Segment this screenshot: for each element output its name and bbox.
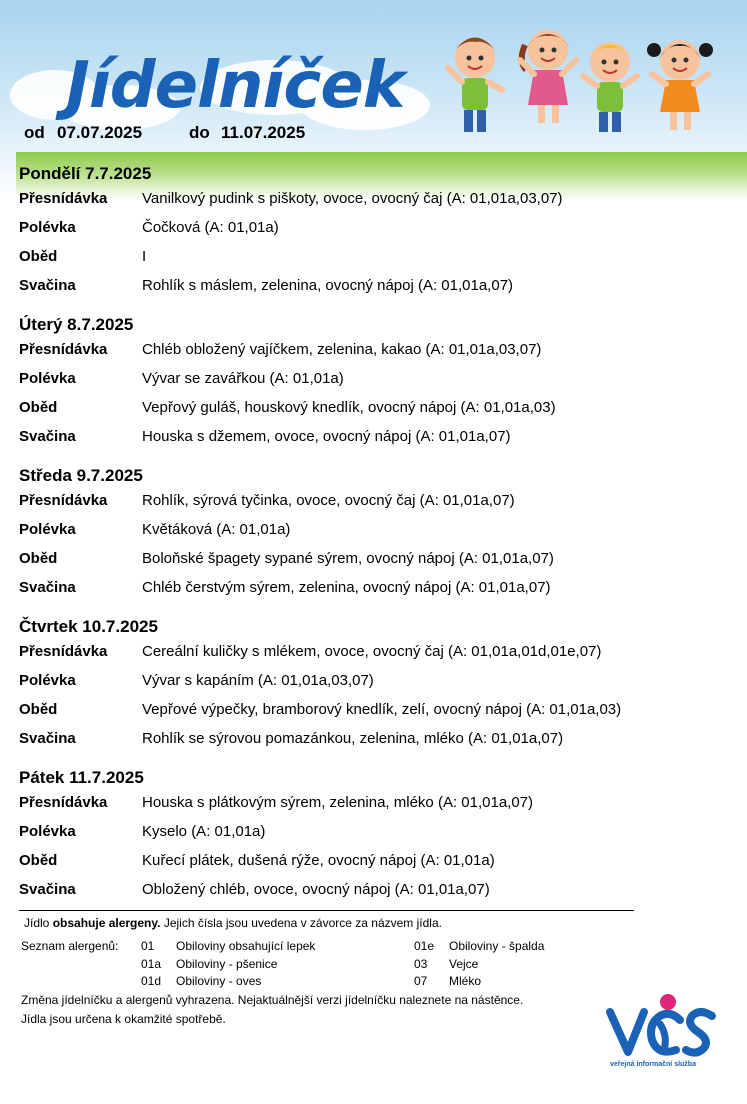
meal-label: Svačina [19, 579, 76, 596]
date-to-label: do [189, 123, 210, 142]
meal-text: Vývar se zavářkou (A: 01,01a) [142, 370, 344, 387]
meal-label: Oběd [19, 550, 58, 567]
logo-caption: veřejná informační služba [610, 1061, 696, 1068]
meal-label: Oběd [19, 248, 58, 265]
footer-note: Změna jídelníčku a alergenů vyhrazena. Nejaktuálnější verzi jídelníčku naleznete na nástěnce. [21, 993, 524, 1007]
allergen-code: 01 [141, 939, 155, 953]
meal-label: Přesnídávka [19, 341, 108, 358]
meal-text: Rohlík se sýrovou pomazánkou, zelenina, mléko (A: 01,01a,07) [142, 730, 564, 747]
meal-text: Vepřové výpečky, bramborový knedlík, zelí, ovocný nápoj (A: 01,01a,03) [142, 701, 622, 718]
allergen-code: 01a [141, 957, 162, 971]
meal-label: Přesnídávka [19, 643, 108, 660]
meal-text: Obložený chléb, ovoce, ovocný nápoj (A: 01,01a,07) [142, 881, 490, 898]
allergen-code: 03 [414, 957, 428, 971]
meal-text: Rohlík s máslem, zelenina, ovocný nápoj (A: 01,01a,07) [142, 277, 514, 294]
allergen-code: 01d [141, 974, 162, 988]
date-from: 07.07.2025 [57, 123, 143, 142]
allergen-note-bold: obsahuje alergeny. [52, 916, 161, 930]
allergen-note-start: Jídlo [24, 916, 53, 930]
day-title: Úterý 8.7.2025 [19, 315, 134, 334]
meal-text: Vanilkový pudink s piškoty, ovoce, ovocný čaj (A: 01,01a,03,07) [142, 190, 563, 207]
meal-label: Svačina [19, 428, 76, 445]
meal-label: Svačina [19, 881, 76, 898]
allergen-note-end: Jejich čísla jsou uvedena v závorce za názvem jídla. [160, 916, 442, 930]
meal-text: I [142, 248, 147, 265]
meal-text: Rohlík, sýrová tyčinka, ovoce, ovocný čaj (A: 01,01a,07) [142, 492, 515, 509]
footer-note: Jídla jsou určena k okamžité spotřebě. [21, 1012, 226, 1026]
day-title: Pondělí 7.7.2025 [19, 164, 152, 183]
page-title: Jídelníček [66, 49, 405, 123]
meal-text: Kuřecí plátek, dušená rýže, ovocný nápoj (A: 01,01a) [142, 852, 495, 869]
vis-logo [600, 990, 730, 1070]
allergen-name: Obiloviny - pšenice [176, 957, 278, 971]
meal-label: Svačina [19, 730, 76, 747]
meal-label: Oběd [19, 399, 58, 416]
meal-label: Polévka [19, 823, 76, 840]
meal-label: Polévka [19, 219, 76, 236]
meal-text: Cereální kuličky s mlékem, ovoce, ovocný čaj (A: 01,01a,01d,01e,07) [142, 643, 602, 660]
allergen-list-label: Seznam alergenů: [21, 939, 119, 953]
day-title: Středa 9.7.2025 [19, 466, 143, 485]
date-to: 11.07.2025 [221, 123, 306, 142]
allergen-name: Obiloviny obsahující lepek [176, 939, 316, 953]
meal-label: Oběd [19, 701, 58, 718]
meal-label: Polévka [19, 370, 76, 387]
meal-text: Kyselo (A: 01,01a) [142, 823, 266, 840]
allergen-name: Obiloviny - oves [176, 974, 262, 988]
allergen-code: 01e [414, 939, 435, 953]
meal-text: Vývar s kapáním (A: 01,01a,03,07) [142, 672, 374, 689]
footer-divider [19, 910, 634, 911]
meal-text: Chléb obložený vajíčkem, zelenina, kakao (A: 01,01a,03,07) [142, 341, 542, 358]
allergen-name: Mléko [449, 974, 482, 988]
children-illustration [440, 20, 740, 140]
meal-label: Oběd [19, 852, 58, 869]
allergen-note [24, 916, 442, 930]
meal-text: Chléb čerstvým sýrem, zelenina, ovocný nápoj (A: 01,01a,07) [142, 579, 551, 596]
date-from-label: od [24, 123, 45, 142]
day-title: Pátek 11.7.2025 [19, 768, 144, 787]
meal-text: Vepřový guláš, houskový knedlík, ovocný nápoj (A: 01,01a,03) [142, 399, 556, 416]
meal-label: Přesnídávka [19, 794, 108, 811]
meal-label: Polévka [19, 521, 76, 538]
allergen-name: Vejce [449, 957, 479, 971]
meal-label: Polévka [19, 672, 76, 689]
meal-text: Boloňské špagety sypané sýrem, ovocný nápoj (A: 01,01a,07) [142, 550, 554, 567]
day-title: Čtvrtek 10.7.2025 [19, 617, 158, 636]
meal-text: Čočková (A: 01,01a) [142, 219, 279, 236]
meal-text: Houska s plátkovým sýrem, zelenina, mléko (A: 01,01a,07) [142, 794, 534, 811]
meal-label: Svačina [19, 277, 76, 294]
allergen-name: Obiloviny - špalda [449, 939, 545, 953]
meal-text: Květáková (A: 01,01a) [142, 521, 291, 538]
meal-label: Přesnídávka [19, 492, 108, 509]
meal-text: Houska s džemem, ovoce, ovocný nápoj (A: 01,01a,07) [142, 428, 511, 445]
allergen-code: 07 [414, 974, 428, 988]
meal-label: Přesnídávka [19, 190, 108, 207]
